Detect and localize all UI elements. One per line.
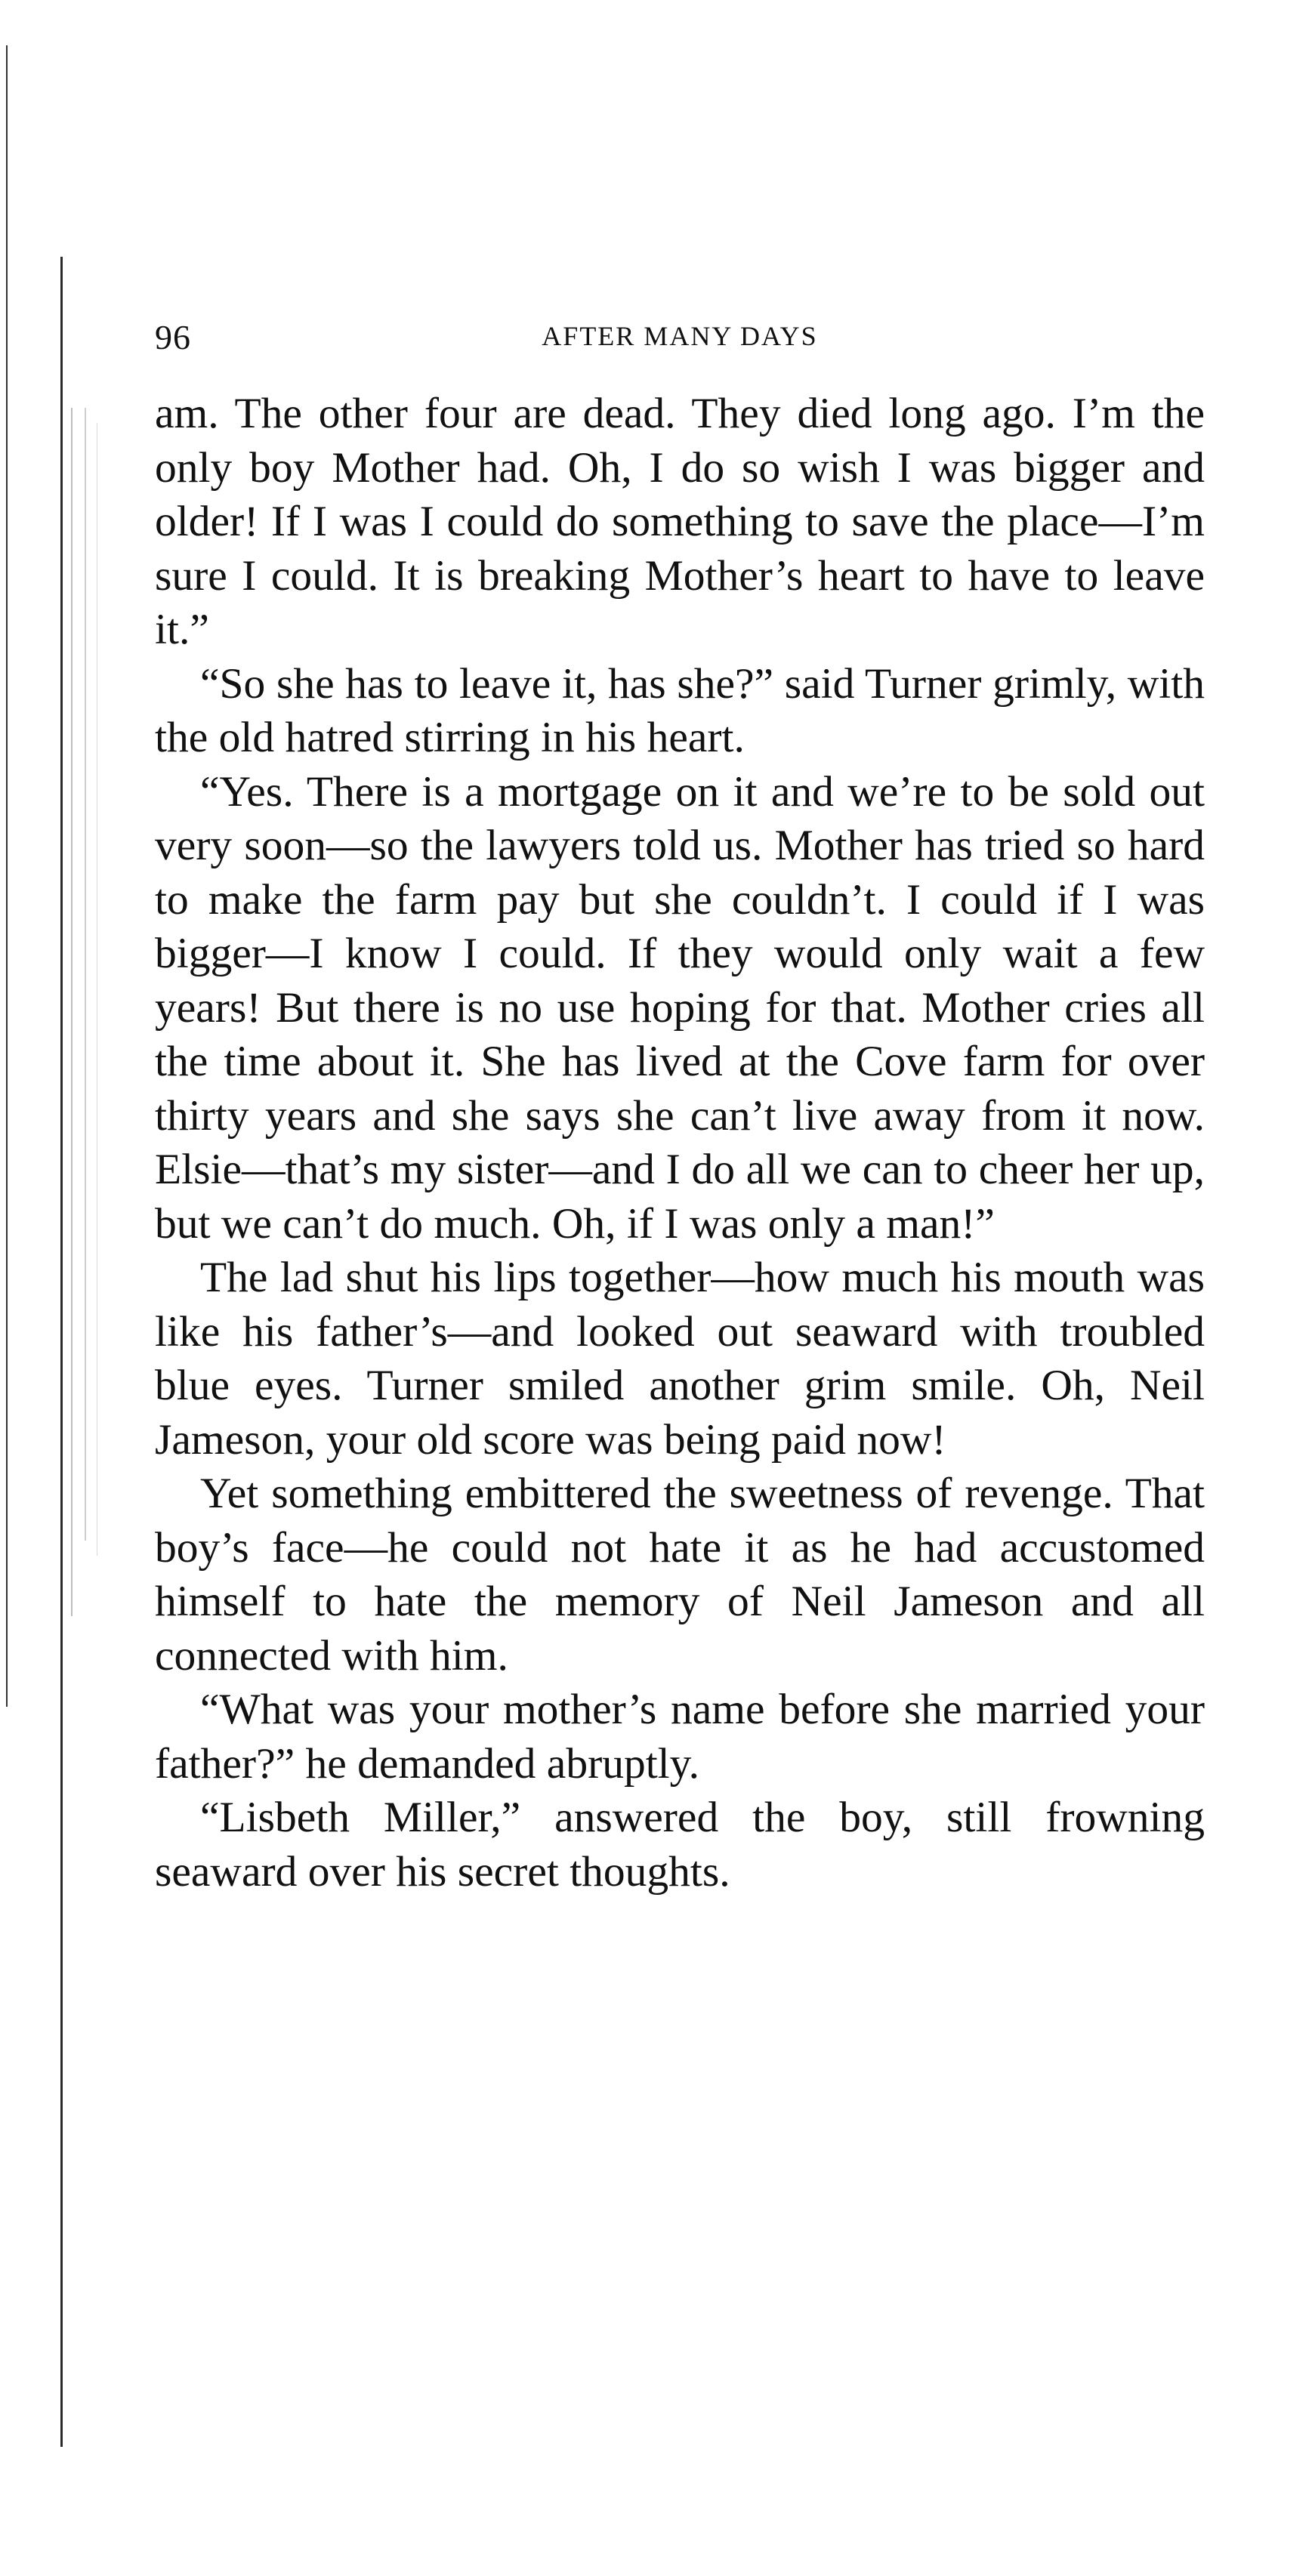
paragraph: Yet something embittered the sweetness of revenge. That boy’s face—he could not hate it as he had accustomed himself to hate the memory of Neil Jameson and all connected with him. — [155, 1470, 1205, 1680]
paragraph: “What was your mother’s name before she married your father?” he demanded abruptly. — [155, 1686, 1205, 1788]
scan-artifact-line — [85, 408, 86, 1541]
body-text — [155, 387, 1205, 1899]
running-head — [155, 317, 1205, 362]
scan-artifact-line — [71, 408, 73, 1616]
paragraph: The lad shut his lips together—how much his mouth was like his father’s—and looked out seaward with troubled blue eyes. Turner smiled another grim smile. Oh, Neil Jameson, your old score was being paid now! — [155, 1254, 1205, 1464]
binding-edge-line — [6, 45, 8, 1707]
page-number: 96 — [155, 318, 191, 356]
paragraph: “Lisbeth Miller,” answered the boy, still frowning seaward over his secret thoughts. — [155, 1794, 1205, 1896]
paragraph: “Yes. There is a mortgage on it and we’re to be sold out very soon—so the lawyers told us. Mother has tried so hard to make the farm pay but she couldn’t. I could if I was bigger—I know I could. If they would only wait a few years! But there is no use hoping for that. Mother cries all the time about it. She has lived at the Cove farm for over thirty years and she says she can’t live away from it now. Elsie—that’s my sister—and I do all we can to cheer her up, but we can’t do much. Oh, if I was only a man!” — [155, 767, 1205, 1248]
running-title: AFTER MANY DAYS — [542, 321, 818, 351]
paragraph: am. The other four are dead. They died long ago. I’m the only boy Mother had. Oh, I do so wish I was bigger and older! If I was I could do something to save the place—I’m sure I could. It is breaking Mother’s heart to have to leave it.” — [155, 390, 1205, 653]
binding-edge-line — [60, 257, 63, 2447]
paragraph: “So she has to leave it, has she?” said Turner grimly, with the old hatred stirring in his heart. — [155, 659, 1205, 761]
